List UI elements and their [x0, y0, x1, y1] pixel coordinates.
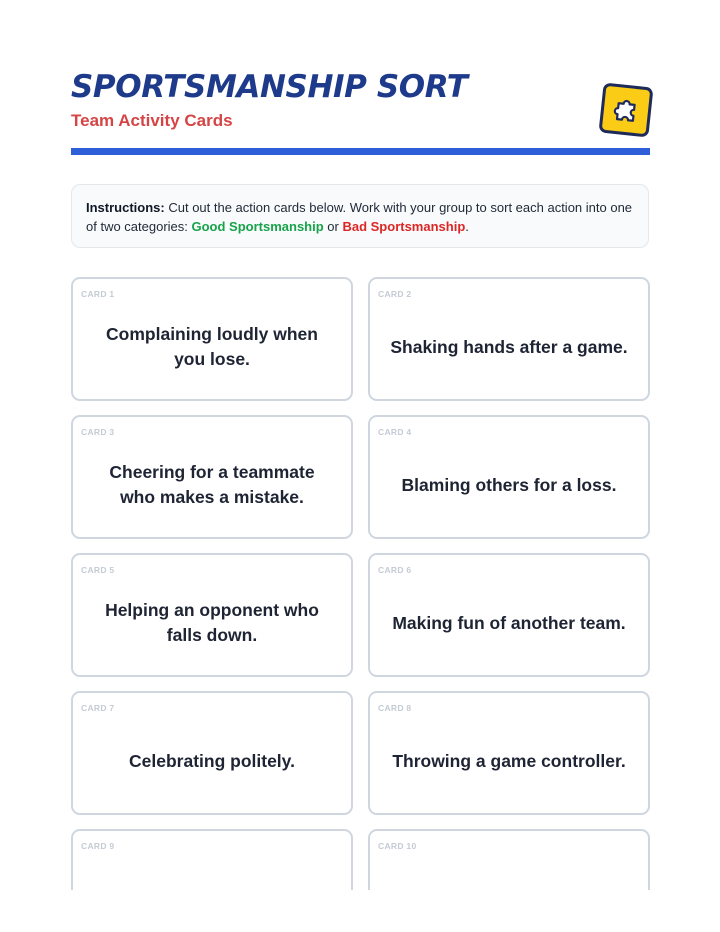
card-grid — [71, 277, 650, 890]
card-number: CARD 5 — [81, 565, 115, 575]
action-card[interactable] — [368, 277, 650, 401]
action-card[interactable] — [71, 691, 353, 815]
action-card[interactable] — [71, 415, 353, 539]
instructions-text-2: or — [323, 218, 343, 234]
card-number: CARD 4 — [378, 427, 412, 437]
action-card[interactable] — [368, 829, 650, 890]
instructions-text-3: . — [465, 218, 469, 234]
puzzle-piece-icon — [599, 83, 654, 138]
page-header — [71, 66, 650, 156]
card-text: Throwing a game controller. — [392, 750, 626, 771]
action-card[interactable] — [71, 829, 353, 890]
card-text: Helping an opponent who falls down. — [105, 600, 319, 645]
card-text: Cheering for a teammate who makes a mistake. — [109, 462, 315, 507]
page-subtitle: Team Activity Cards — [71, 111, 233, 130]
card-number: CARD 2 — [378, 289, 412, 299]
instructions-label: Instructions: — [86, 200, 165, 215]
card-text: Making fun of another team. — [392, 612, 626, 633]
action-card[interactable] — [71, 553, 353, 677]
card-number: CARD 9 — [81, 841, 115, 851]
page-title: SPORTSMANSHIP SORT — [71, 69, 468, 105]
card-number: CARD 8 — [378, 703, 412, 713]
action-card[interactable] — [368, 691, 650, 815]
card-text — [390, 855, 628, 890]
header-divider — [71, 148, 650, 155]
card-text: Blaming others for a loss. — [401, 474, 617, 495]
card-text: Complaining loudly when you lose. — [106, 324, 318, 369]
bad-sportsmanship-label: Bad Sportsmanship — [342, 218, 466, 234]
action-card[interactable] — [368, 415, 650, 539]
puzzle-piece-glyph — [610, 94, 643, 127]
card-number: CARD 3 — [81, 427, 115, 437]
card-number: CARD 6 — [378, 565, 412, 575]
card-number: CARD 7 — [81, 703, 115, 713]
action-card[interactable] — [368, 553, 650, 677]
instructions-box — [71, 184, 649, 248]
action-card[interactable] — [71, 277, 353, 401]
card-number: CARD 10 — [378, 841, 417, 851]
card-text — [93, 855, 331, 890]
card-text: Shaking hands after a game. — [390, 336, 628, 357]
instructions-text-1: Cut out the action cards below. Work with your group to sort each action into one of two categories: — [86, 200, 633, 234]
card-number: CARD 1 — [81, 289, 115, 299]
good-sportsmanship-label: Good Sportsmanship — [191, 218, 324, 234]
card-text: Celebrating politely. — [129, 750, 295, 771]
